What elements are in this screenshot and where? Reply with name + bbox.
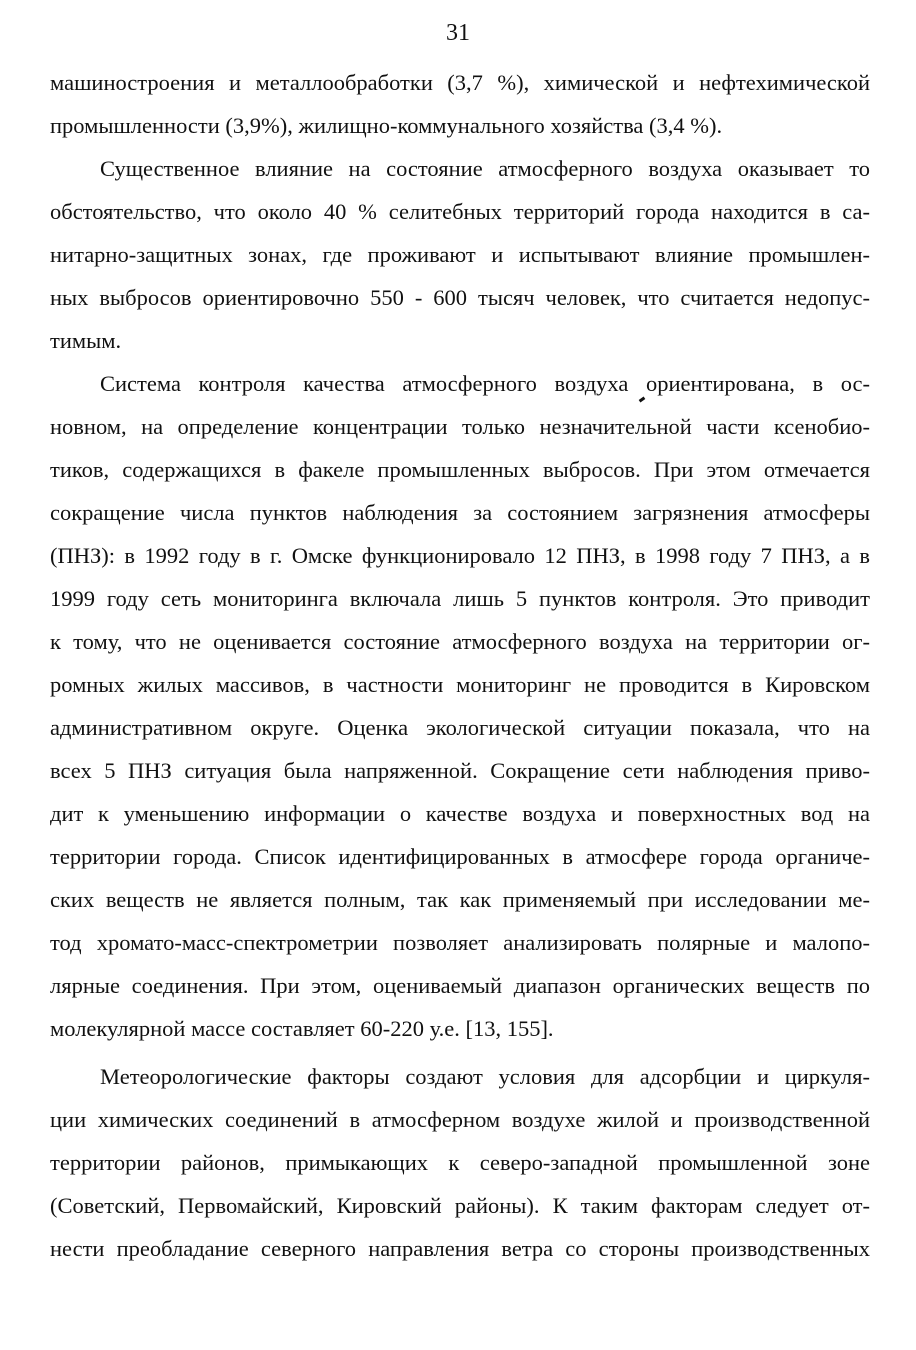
text-line: административном округе. Оценка экологической ситуации показала, что на	[50, 715, 870, 740]
text-line: машиностроения и металлообработки (3,7 %), химической и нефтехимической	[50, 70, 870, 95]
text-line: тимым.	[50, 328, 122, 353]
text-line: тод хромато-масс-спектрометрии позволяет анализировать полярные и малопо-	[50, 930, 870, 955]
text-line: сокращение числа пунктов наблюдения за состоянием загрязнения атмосферы	[50, 500, 870, 525]
text-line: территории города. Список идентифицированных в атмосфере города органиче-	[50, 844, 870, 869]
text-line: новном, на определение концентрации только незначительной части ксенобио-	[50, 414, 870, 439]
text-line: (Советский, Первомайский, Кировский районы). К таким факторам следует от-	[50, 1193, 870, 1218]
text-line: к тому, что не оценивается состояние атмосферного воздуха на территории ог-	[50, 629, 870, 654]
text-line: ромных жилых массивов, в частности мониторинг не проводится в Кировском	[50, 672, 870, 697]
text-line: нитарно-защитных зонах, где проживают и испытывают влияние промышлен-	[50, 242, 870, 267]
paragraph-first-line: Метеорологические факторы создают условия для адсорбции и циркуля-	[100, 1064, 870, 1089]
text-line: ции химических соединений в атмосферном воздухе жилой и производственной	[50, 1107, 870, 1132]
text-line: ских веществ не является полным, так как применяемый при исследовании ме-	[50, 887, 870, 912]
text-line: молекулярной массе составляет 60-220 у.е. [13, 155].	[50, 1016, 554, 1041]
text-line: ных выбросов ориентировочно 550 - 600 тысяч человек, что считается недопус-	[50, 285, 870, 310]
text-line: нести преобладание северного направления ветра со стороны производственных	[50, 1236, 870, 1261]
text-line: тиков, содержащихся в факеле промышленных выбросов. При этом отмечается	[50, 457, 870, 482]
text-line: лярные соединения. При этом, оцениваемый диапазон органических веществ по	[50, 973, 870, 998]
text-line: территории районов, примыкающих к северо-западной промышленной зоне	[50, 1150, 870, 1175]
text-line: 1999 году сеть мониторинга включала лишь 5 пунктов контроля. Это приводит	[50, 586, 870, 611]
text-line: (ПНЗ): в 1992 году в г. Омске функционировало 12 ПНЗ, в 1998 году 7 ПНЗ, а в	[50, 543, 870, 568]
page-number: 31	[446, 20, 470, 46]
text-line: промышленности (3,9%), жилищно-коммунального хозяйства (3,4 %).	[50, 113, 723, 138]
paragraph-first-line: Существенное влияние на состояние атмосферного воздуха оказывает то	[100, 156, 870, 181]
paragraph-first-line: Система контроля качества атмосферного воздуха ориентирована, в ос-	[100, 371, 870, 396]
text-line: обстоятельство, что около 40 % селитебных территорий города находится в са-	[50, 199, 870, 224]
text-line: всех 5 ПНЗ ситуация была напряженной. Сокращение сети наблюдения приво-	[50, 758, 870, 783]
text-line: дит к уменьшению информации о качестве воздуха и поверхностных вод на	[50, 801, 870, 826]
